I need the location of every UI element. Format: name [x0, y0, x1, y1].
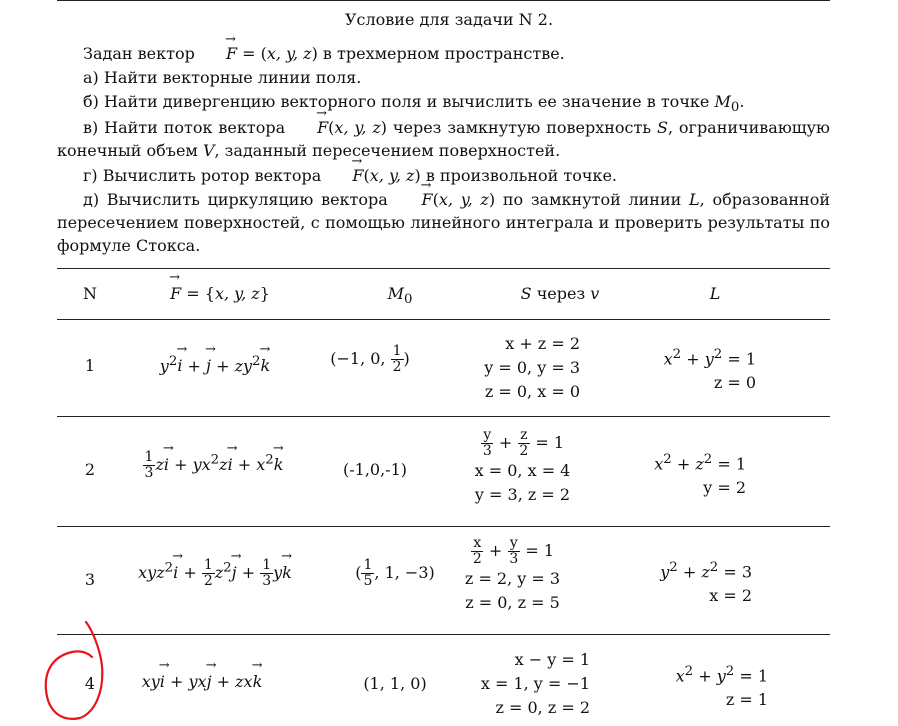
row4-line-l: $x^2 + y^2 = 1$ z = 1 — [652, 660, 768, 712]
intro-item-c: в) Найти поток вектора → F(x, y, z) через замкнутую поверхность S, ограничивающую конечный объем V, заданный пересечением поверхностей. — [57, 116, 830, 162]
intro-item-a: а) Найти векторные линии поля. — [83, 68, 362, 87]
row1-l-2: z = 0 — [713, 373, 756, 393]
row2-surface-3: y = 3, z = 2 — [474, 485, 571, 504]
row4-m0: (1, 1, 0) — [363, 674, 427, 693]
row1-vector: $y^2\to i$ + → $j + zy^2\to k$ — [115, 354, 315, 375]
row4-surface-3: z = 0, z = 2 — [495, 698, 590, 717]
row3-m0: ( $\frac{1}{5}$ , 1, −3) — [355, 557, 435, 589]
row2-vector: $\frac{1}{3}$ $z\to i + yx^2z\to i + x^2\to k$ — [108, 450, 318, 481]
row3-number: 3 — [84, 570, 96, 589]
col-header-n: N — [83, 284, 97, 303]
intro-item-b: б) Найти дивергенцию векторного поля и вычислить ее значение в точке $M_0$. — [83, 92, 745, 116]
row4-surface-1: x − y = 1 — [514, 650, 590, 669]
row3-vector: xyz$^2$→ i + $\frac{1}{2}$ $z^2\to j$ + $\frac{1}{3}$ y→ k — [110, 558, 320, 589]
row3-l-2: x = 2 — [709, 586, 752, 606]
col-header-m0: $M_0$ — [387, 284, 413, 308]
row2-surfaces: $\frac{y}{3}$ + $\frac{z}{2}$ = 1 x = 0, x = 4 y = 3, z = 2 — [460, 428, 585, 507]
row1-number: 1 — [84, 356, 96, 375]
row2-l-2: y = 2 — [703, 478, 746, 498]
row2-number: 2 — [84, 460, 96, 479]
intro-item-e: д) Вычислить циркуляцию вектора → F(x, y, z) по замкнутой линии L, образованной пересечением поверхностей, с помощью линейного интеграла и проверить результаты по формуле Стокса. — [57, 188, 830, 257]
row2-m0: (-1,0,-1) — [342, 460, 407, 479]
intro-given: Задан вектор → F = (x, y, z) в трехмерном пространстве. — [57, 42, 830, 65]
row4-l-2: z = 1 — [725, 690, 768, 710]
row4-vector: xy→ i + yx→ j + zx→ k — [112, 672, 292, 691]
row1-surface-2: y = 0, y = 3 — [484, 358, 580, 377]
row1-line-l: $x^2 + y^2 = 1$ z = 0 — [640, 343, 756, 395]
row3-surfaces: $\frac{x}{2}$ + $\frac{y}{3}$ = 1 z = 2, y = 3 z = 0, z = 5 — [450, 536, 575, 615]
row1-surface-1: x + z = 2 — [505, 334, 580, 353]
row2-line-l: $x^2 + z^2 = 1$ y = 2 — [630, 448, 746, 500]
page-title: Условие для задачи N 2. — [344, 10, 554, 29]
row4-surface-2: x = 1, y = −1 — [480, 674, 590, 693]
col-header-s: S через v — [520, 284, 600, 303]
row1-m0: (−1, 0, $\frac{1}{2}$ ) — [330, 343, 410, 375]
col-header-f: → F = {x, y, z} — [140, 284, 300, 303]
row3-line-l: $y^2 + z^2 = 3$ x = 2 — [636, 556, 752, 608]
row4-number: 4 — [84, 674, 96, 693]
row3-surface-2: z = 2, y = 3 — [464, 569, 561, 588]
row1-surface-3: z = 0, x = 0 — [484, 382, 580, 401]
intro-item-d: г) Вычислить ротор вектора → F(x, y, z) в произвольной точке. — [57, 164, 830, 187]
row2-surface-2: x = 0, x = 4 — [474, 461, 571, 480]
row3-surface-3: z = 0, z = 5 — [465, 593, 560, 612]
col-header-l: L — [709, 284, 721, 303]
